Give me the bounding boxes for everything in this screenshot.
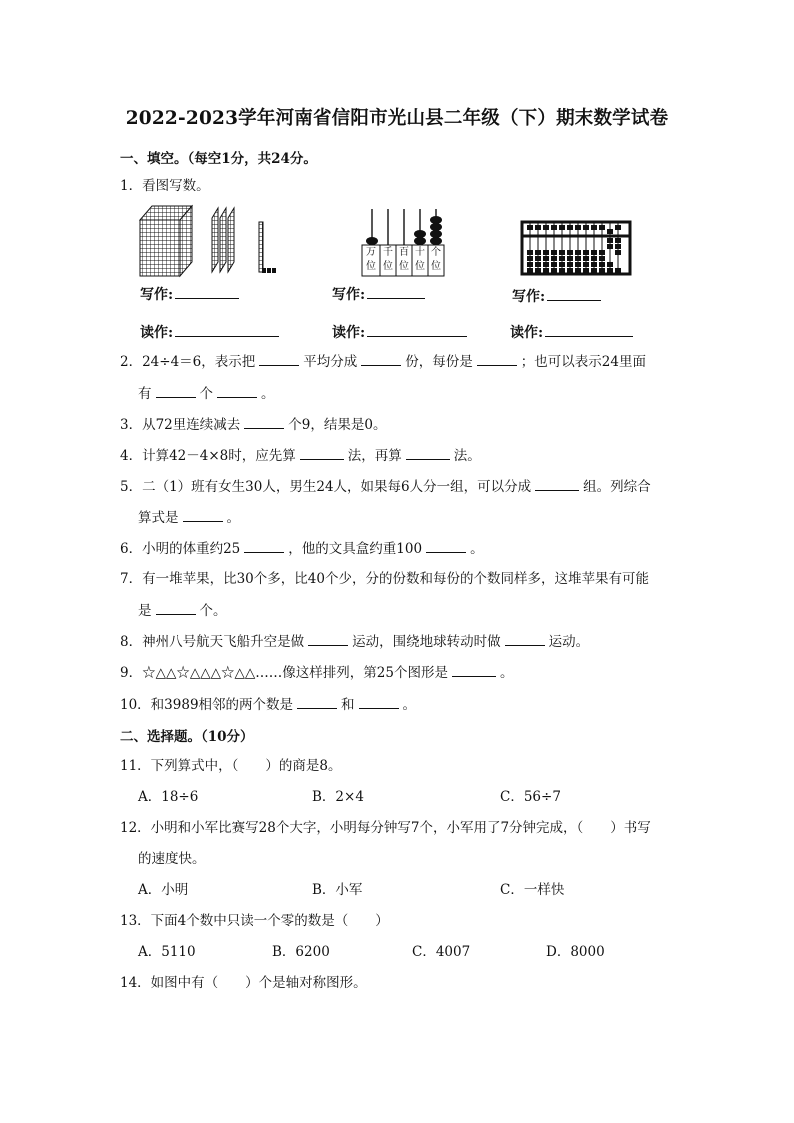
question-6: 6．小明的体重约25 ，他的文具盒约重100 。 xyxy=(120,538,484,559)
unit-1 xyxy=(267,268,271,273)
flat-2 xyxy=(220,208,226,272)
base-ten-blocks-figure xyxy=(138,200,278,280)
q12-option-b[interactable]: B．小军 xyxy=(312,882,363,898)
question-12-line-2: 的速度快。 xyxy=(138,851,206,867)
unit-2 xyxy=(272,268,276,273)
place-label-hundreds: 百位 xyxy=(399,247,409,272)
unit-3 xyxy=(262,268,266,273)
section-1-heading: 一、填空。（每空1分，共24分。 xyxy=(120,151,317,167)
question-11: 11．下列算式中，（ ）的商是8。 xyxy=(120,758,342,774)
bead xyxy=(430,216,442,224)
question-12: 12．小明和小军比赛写28个大字，小明每分钟写7个，小军用了7分钟完成，（ ）书写 xyxy=(120,820,651,836)
q12-option-a[interactable]: A．小明 xyxy=(138,882,189,898)
question-7: 7．有一堆苹果，比30个多，比40个少，分的份数和每份的个数同样多，这堆苹果有可能 xyxy=(120,571,649,587)
place-label-ones: 个位 xyxy=(431,247,441,272)
question-1: 1．看图写数。 xyxy=(120,178,210,194)
bead xyxy=(414,237,426,245)
question-14: 14．如图中有（ ）个是轴对称图形。 xyxy=(120,975,367,991)
read-label-1: 读作: xyxy=(140,322,279,342)
read-label-2: 读作: xyxy=(332,322,467,342)
question-5-line-2: 算式是 。 xyxy=(138,507,240,528)
question-2-line-2: 有 个 。 xyxy=(138,383,275,404)
question-4: 4．计算42－4×8时，应先算 法，再算 法。 xyxy=(120,445,481,466)
read-label-3: 读作: xyxy=(510,322,633,342)
q12-option-c[interactable]: C．一样快 xyxy=(500,882,565,898)
bead xyxy=(430,230,442,238)
bead xyxy=(430,237,442,245)
bead xyxy=(430,223,442,231)
place-label-tens: 十位 xyxy=(415,247,425,272)
section-2-heading: 二、选择题。（10分） xyxy=(120,729,254,745)
page-title: 2022-2023学年河南省信阳市光山县二年级（下）期末数学试卷 xyxy=(125,108,669,129)
question-10: 10．和3989相邻的两个数是 和 。 xyxy=(120,694,416,715)
counting-frame-figure xyxy=(360,205,445,277)
abacus-figure xyxy=(520,220,632,276)
question-7-line-2: 是 个。 xyxy=(138,600,227,621)
place-label-ten-thousands: 万位 xyxy=(366,247,376,272)
question-8: 8．神州八号航天飞船升空是做 运动，围绕地球转动时做 运动。 xyxy=(120,631,589,652)
q13-option-c[interactable]: C．4007 xyxy=(412,944,471,960)
question-9: 9．☆△△☆△△△☆△△……像这样排列，第25个图形是 。 xyxy=(120,662,513,683)
q11-option-c[interactable]: C．56÷7 xyxy=(500,789,561,805)
q13-option-d[interactable]: D．8000 xyxy=(546,944,605,960)
q11-option-b[interactable]: B．2×4 xyxy=(312,789,364,805)
question-13: 13．下面4个数中只读一个零的数是（ ） xyxy=(120,913,389,929)
write-label-2: 写作: xyxy=(332,284,425,304)
question-2: 2．24÷4＝6，表示把 平均分成 份，每份是 ；也可以表示24里面 xyxy=(120,351,646,372)
flat-3 xyxy=(228,208,234,272)
bead xyxy=(366,237,378,245)
rod xyxy=(259,222,263,272)
q13-option-a[interactable]: A．5110 xyxy=(138,944,196,960)
q13-option-b[interactable]: B．6200 xyxy=(272,944,330,960)
flat-1 xyxy=(212,208,218,272)
cube-front xyxy=(140,220,180,276)
bead xyxy=(414,230,426,238)
question-3: 3．从72里连续减去 个9，结果是0。 xyxy=(120,414,386,435)
write-label-3: 写作: xyxy=(512,286,601,306)
q11-option-a[interactable]: A．18÷6 xyxy=(138,789,199,805)
place-label-thousands: 千位 xyxy=(383,247,393,272)
write-label-1: 写作: xyxy=(140,284,239,304)
question-5: 5．二（1）班有女生30人，男生24人，如果每6人分一组，可以分成 组。列综合 xyxy=(120,476,651,497)
